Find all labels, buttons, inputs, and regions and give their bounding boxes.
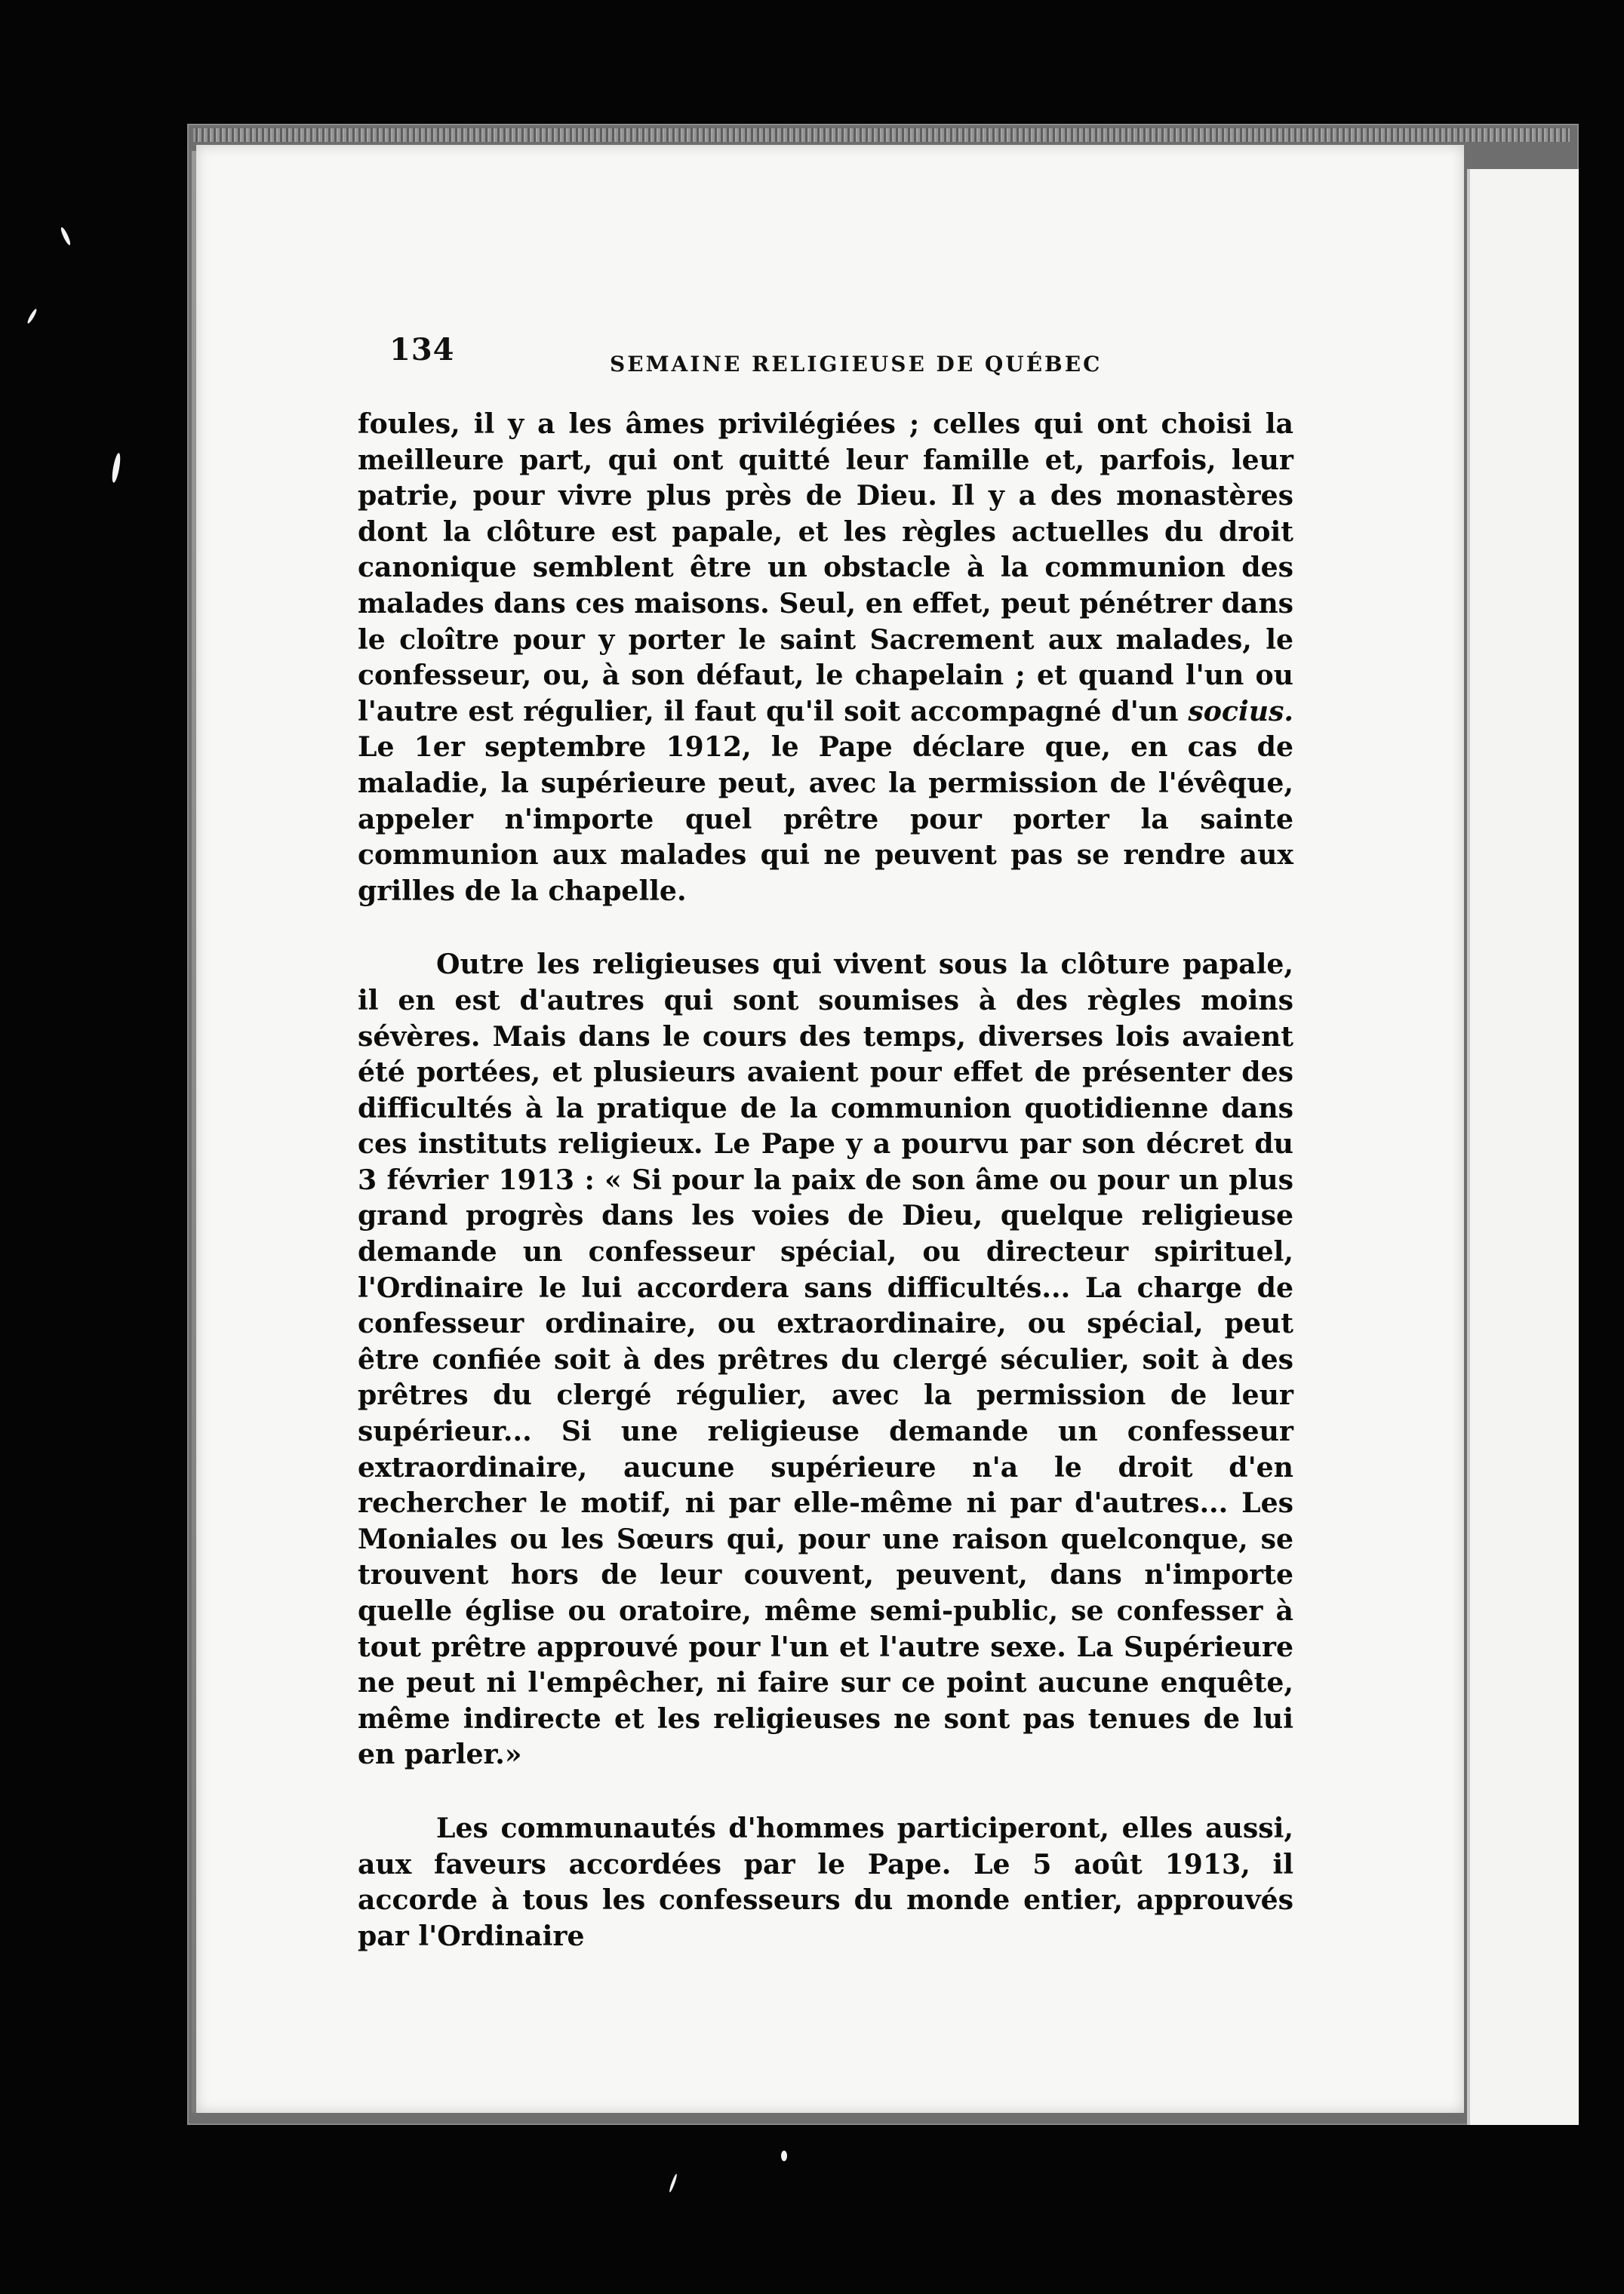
paragraph-1-part-2: Le 1er septembre 1912, le Pape déclare que, en cas de maladie, la supérieure peut, avec la permission de l'évêque, appeler n'importe quel prêtre pour porter la sainte communion aux malades qui ne peuvent pas se rendre aux grilles de la chapelle. <box>358 730 1293 907</box>
body-text <box>358 406 1293 1954</box>
dust-speck <box>60 226 72 246</box>
page-header <box>389 332 1280 377</box>
dust-speck <box>26 308 38 324</box>
dust-speck <box>669 2173 678 2193</box>
page-number: 134 <box>389 332 455 367</box>
paragraph-1-part-1: foules, il y a les âmes privilégiées ; celles qui ont choisi la meilleure part, qui ont quitté leur famille et, parfois, leur patrie, pour vivre plus près de Dieu. Il y a des monastères dont la clôture est papale, et les règles actuelles du droit canonique semblent être un obstacle à la communion des malades dans ces maisons. Seul, en effet, peut pénétrer dans le cloître pour y porter le saint Sacrement aux malades, le confesseur, ou, à son défaut, le chapelain ; et quand l'un ou l'autre est régulier, il faut qu'il soit accompagné d'un <box>358 407 1293 727</box>
paragraph-2: Outre les religieuses qui vivent sous la clôture papale, il en est d'autres qui sont soumises à des règles moins sévères. Mais dans le cours des temps, diverses lois avaient été portées, et plusieurs avaient pour effet de présenter des difficultés à la pratique de la communion quotidienne dans ces instituts religieux. Le Pape y a pourvu par son décret du 3 février 1913 : « Si pour la paix de son âme ou pour un plus grand progrès dans les voies de Dieu, quelque religieuse demande un confesseur spécial, ou directeur spirituel, l'Ordinaire le lui accordera sans difficultés... La charge de confesseur ordinaire, ou extraordinaire, ou spécial, peut être confiée soit à des prêtres du clergé séculier, soit à des prêtres du clergé régulier, avec la permission de leur supérieur... Si une religieuse demande un confesseur extraordinaire, aucune supérieure n'a le droit d'en rechercher le motif, ni par elle-même ni par d'autres... Les Moniales ou les Sœurs qui, pour une raison quelconque, se trouvent hors de leur couvent, peuvent, dans n'importe quelle église ou oratoire, même semi-public, se confesser à tout prêtre approuvé pour l'un et l'autre sexe. La Supérieure ne peut ni l'empêcher, ni faire sur ce point aucune enquête, même indirecte et les religieuses ne sont pas tenues de lui en parler.» <box>358 948 1293 1771</box>
paragraph-1 <box>358 406 1293 909</box>
italic-term: socius. <box>1188 694 1293 727</box>
running-title: SEMAINE RELIGIEUSE DE QUÉBEC <box>610 352 1103 377</box>
dust-speck <box>111 453 122 484</box>
dust-speck <box>781 2151 787 2161</box>
facing-page-strip <box>1467 169 1579 2125</box>
paragraph-3: Les communautés d'hommes participeront, elles aussi, aux faveurs accordées par le Pape. Le 5 août 1913, il accorde à tous les confesseurs du monde entier, approuvés par l'Ordinaire <box>358 1811 1293 1952</box>
